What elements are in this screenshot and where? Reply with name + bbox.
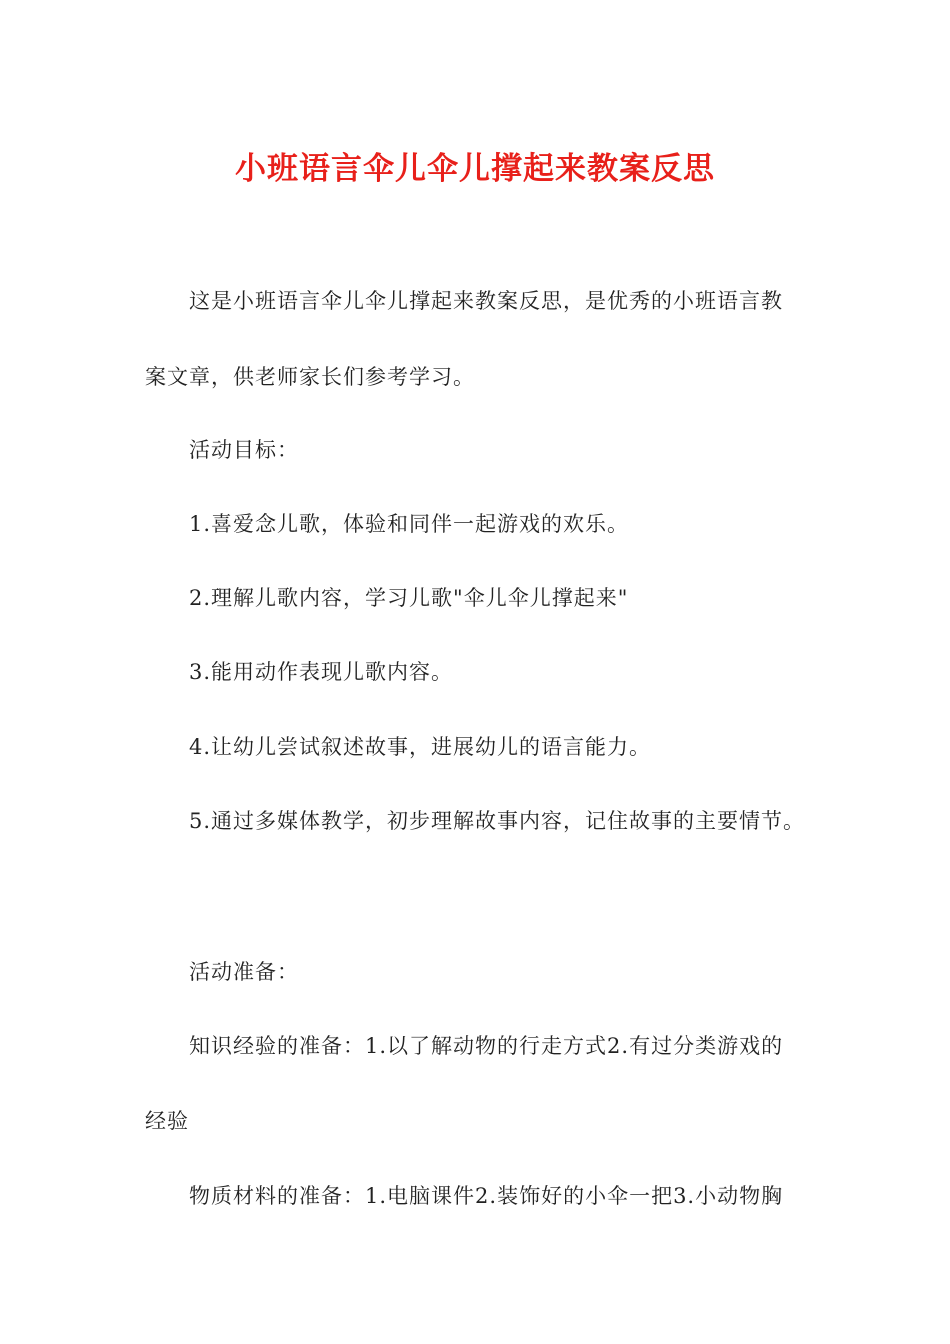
- objective-item-2: 2.理解儿歌内容，学习儿歌"伞儿伞儿撑起来": [189, 586, 629, 610]
- objective-item-3: 3.能用动作表现儿歌内容。: [189, 660, 454, 684]
- intro-paragraph-line-2: 案文章，供老师家长们参考学习。: [145, 365, 475, 389]
- intro-paragraph-line-1: 这是小班语言伞儿伞儿撑起来教案反思，是优秀的小班语言教: [189, 289, 783, 313]
- preparation-knowledge-line-2: 经验: [145, 1109, 189, 1133]
- document-title: 小班语言伞儿伞儿撑起来教案反思: [235, 151, 715, 187]
- preparation-knowledge-line-1: 知识经验的准备：1.以了解动物的行走方式2.有过分类游戏的: [189, 1034, 784, 1058]
- section-heading-preparation: 活动准备：: [189, 960, 299, 984]
- objective-item-5: 5.通过多媒体教学，初步理解故事内容，记住故事的主要情节。: [189, 809, 806, 833]
- objective-item-1: 1.喜爱念儿歌，体验和同伴一起游戏的欢乐。: [189, 512, 630, 536]
- preparation-materials-line-1: 物质材料的准备：1.电脑课件2.装饰好的小伞一把3.小动物胸: [189, 1184, 784, 1208]
- section-heading-objectives: 活动目标：: [189, 438, 299, 462]
- objective-item-4: 4.让幼儿尝试叙述故事，进展幼儿的语言能力。: [189, 735, 652, 759]
